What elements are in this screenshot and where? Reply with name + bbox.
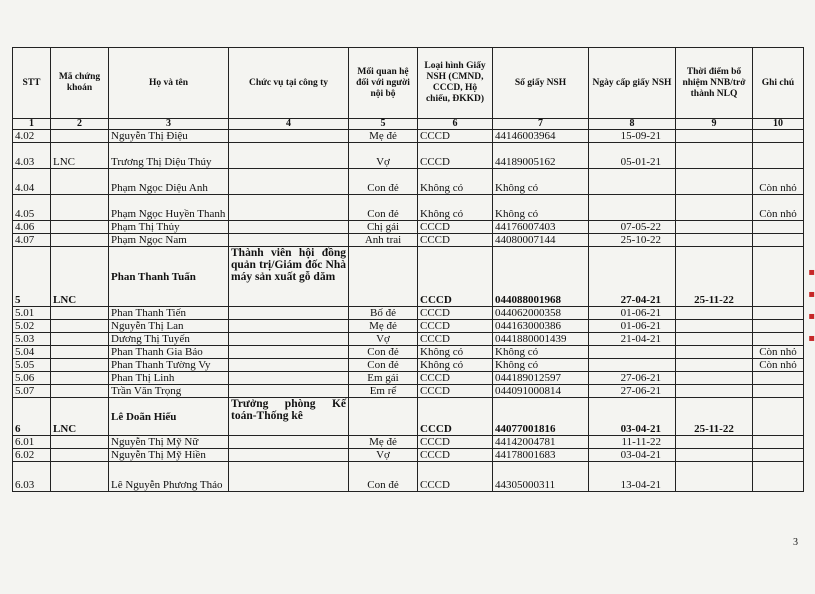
row-id-number: Không có [493,195,589,221]
header-id-type: Loại hình Giấy NSH (CMND, CCCD, Hộ chiếu, ĐKKD) [418,48,493,119]
row-relationship: Anh trai [349,234,418,247]
row-full-name: Phan Thanh Tường Vy [109,359,229,372]
table-row [13,462,804,492]
row-issue-date [589,359,676,372]
row-id-type: Không có [418,169,493,195]
table-row [13,333,804,346]
row-full-name: Phan Thanh Tiến [109,307,229,320]
table-row [13,436,804,449]
row-issue-date: 25-10-22 [589,234,676,247]
row-appointment-date [676,221,753,234]
table-row [13,320,804,333]
row-stt: 4.07 [13,234,51,247]
row-note: Còn nhỏ [753,346,804,359]
header-appointment-date: Thời điểm bổ nhiệm NNB/trở thành NLQ [676,48,753,119]
row-issue-date: 03-04-21 [589,398,676,436]
insider-table [12,47,804,492]
row-stt: 5.01 [13,307,51,320]
row-full-name: Phạm Ngọc Nam [109,234,229,247]
row-issue-date [589,169,676,195]
row-appointment-date [676,307,753,320]
header-row [13,48,804,119]
table-row [13,169,804,195]
row-stock-code: LNC [51,247,109,307]
row-stock-code [51,449,109,462]
row-note: Còn nhỏ [753,169,804,195]
row-full-name: Lê Nguyễn Phương Thảo [109,462,229,492]
row-issue-date: 27-06-21 [589,385,676,398]
row-relationship: Vợ [349,333,418,346]
row-position [229,462,349,492]
row-id-number: 44077001816 [493,398,589,436]
row-relationship: Con đẻ [349,462,418,492]
row-position [229,333,349,346]
row-relationship: Mẹ đẻ [349,130,418,143]
table-row [13,130,804,143]
row-id-number: 44189005162 [493,143,589,169]
row-note [753,385,804,398]
row-id-number: 44305000311 [493,462,589,492]
row-id-type: CCCD [418,320,493,333]
row-issue-date: 13-04-21 [589,462,676,492]
row-issue-date: 27-06-21 [589,372,676,385]
red-stamp-fragment: ▪ ▪ ▪ ▪ [808,267,815,344]
row-position [229,320,349,333]
row-note [753,143,804,169]
row-relationship: Con đẻ [349,346,418,359]
row-note [753,436,804,449]
row-position [229,449,349,462]
row-stock-code [51,333,109,346]
column-number: 3 [109,119,229,130]
row-issue-date: 11-11-22 [589,436,676,449]
row-note [753,449,804,462]
row-issue-date [589,346,676,359]
row-id-type: CCCD [418,247,493,307]
row-appointment-date [676,234,753,247]
row-position: Trưởng phòng Kế toán-Thống kê [229,398,349,436]
row-position [229,234,349,247]
row-id-type: CCCD [418,385,493,398]
row-stt: 5 [13,247,51,307]
row-full-name: Phạm Ngọc Diệu Anh [109,169,229,195]
row-relationship: Con đẻ [349,359,418,372]
row-issue-date: 03-04-21 [589,449,676,462]
column-number: 5 [349,119,418,130]
row-stock-code: LNC [51,398,109,436]
row-appointment-date [676,333,753,346]
row-stock-code [51,320,109,333]
row-note [753,307,804,320]
table-row [13,143,804,169]
row-relationship: Bố đẻ [349,307,418,320]
column-number: 6 [418,119,493,130]
row-stt: 6.03 [13,462,51,492]
row-stock-code [51,130,109,143]
header-issue-date: Ngày cấp giấy NSH [589,48,676,119]
row-relationship: Mẹ đẻ [349,436,418,449]
row-note [753,130,804,143]
row-id-number: Không có [493,169,589,195]
row-stt: 5.03 [13,333,51,346]
row-position [229,359,349,372]
row-position [229,130,349,143]
row-full-name: Phan Thị Linh [109,372,229,385]
row-appointment-date [676,462,753,492]
row-id-number: Không có [493,346,589,359]
row-id-number: 44080007144 [493,234,589,247]
row-note [753,320,804,333]
row-id-type: Không có [418,346,493,359]
table-row [13,359,804,372]
row-issue-date: 21-04-21 [589,333,676,346]
row-id-type: Không có [418,359,493,372]
table-row [13,234,804,247]
row-full-name: Nguyễn Thị Mỹ Nữ [109,436,229,449]
table-row [13,372,804,385]
row-stock-code [51,195,109,221]
row-full-name: Phạm Thị Thủy [109,221,229,234]
row-issue-date: 07-05-22 [589,221,676,234]
row-appointment-date [676,143,753,169]
row-stt: 5.05 [13,359,51,372]
row-stt: 6.02 [13,449,51,462]
row-appointment-date [676,449,753,462]
header-full-name: Họ và tên [109,48,229,119]
row-full-name: Phan Thanh Gia Bảo [109,346,229,359]
row-position [229,143,349,169]
row-relationship: Mẹ đẻ [349,320,418,333]
header-relationship: Mối quan hệ đối với người nội bộ [349,48,418,119]
header-stt: STT [13,48,51,119]
row-note [753,247,804,307]
row-id-type: CCCD [418,333,493,346]
column-number: 8 [589,119,676,130]
row-id-number: 044189012597 [493,372,589,385]
row-stt: 5.02 [13,320,51,333]
row-id-type: CCCD [418,221,493,234]
row-full-name: Phạm Ngọc Huyền Thanh [109,195,229,221]
row-id-number: 44176007403 [493,221,589,234]
header-notes: Ghi chú [753,48,804,119]
row-appointment-date [676,359,753,372]
row-full-name: Dương Thị Tuyến [109,333,229,346]
page-number: 3 [793,537,798,548]
row-full-name: Nguyễn Thị Mỹ Hiền [109,449,229,462]
row-appointment-date [676,346,753,359]
row-relationship: Vợ [349,143,418,169]
table-row [13,221,804,234]
row-appointment-date [676,130,753,143]
row-position [229,307,349,320]
row-id-number: 0441880001439 [493,333,589,346]
row-relationship: Con đẻ [349,195,418,221]
row-stt: 4.04 [13,169,51,195]
table-row [13,195,804,221]
row-appointment-date [676,385,753,398]
row-note [753,234,804,247]
row-appointment-date: 25-11-22 [676,398,753,436]
header-position: Chức vụ tại công ty [229,48,349,119]
table-row [13,346,804,359]
row-id-type: CCCD [418,143,493,169]
row-full-name: Trần Văn Trọng [109,385,229,398]
row-id-number: 44146003964 [493,130,589,143]
row-stock-code [51,346,109,359]
table-row [13,247,804,307]
row-relationship [349,398,418,436]
row-position [229,221,349,234]
row-position [229,346,349,359]
row-stock-code: LNC [51,143,109,169]
row-stt: 5.06 [13,372,51,385]
row-stt: 4.06 [13,221,51,234]
row-id-type: CCCD [418,307,493,320]
row-position [229,436,349,449]
row-stock-code [51,372,109,385]
row-stt: 6.01 [13,436,51,449]
row-id-number: 44142004781 [493,436,589,449]
header-id-number: Số giấy NSH [493,48,589,119]
row-stock-code [51,221,109,234]
row-appointment-date: 25-11-22 [676,247,753,307]
table-body [13,130,804,492]
row-issue-date: 01-06-21 [589,320,676,333]
row-issue-date: 15-09-21 [589,130,676,143]
row-note [753,333,804,346]
row-note [753,398,804,436]
row-issue-date [589,195,676,221]
row-stt: 4.03 [13,143,51,169]
row-id-number: 044091000814 [493,385,589,398]
row-stt: 6 [13,398,51,436]
row-id-number: 044088001968 [493,247,589,307]
column-number: 10 [753,119,804,130]
row-relationship: Em gái [349,372,418,385]
row-appointment-date [676,320,753,333]
row-id-type: CCCD [418,372,493,385]
row-stt: 4.05 [13,195,51,221]
row-position [229,372,349,385]
row-stt: 5.07 [13,385,51,398]
column-number: 2 [51,119,109,130]
row-stock-code [51,385,109,398]
column-number: 1 [13,119,51,130]
row-appointment-date [676,169,753,195]
column-number: 7 [493,119,589,130]
row-stock-code [51,359,109,372]
row-id-type: CCCD [418,462,493,492]
row-position [229,195,349,221]
row-note: Còn nhỏ [753,359,804,372]
row-relationship: Vợ [349,449,418,462]
row-id-type: CCCD [418,436,493,449]
row-id-number: Không có [493,359,589,372]
row-id-number: 044163000386 [493,320,589,333]
table-row [13,398,804,436]
column-number: 9 [676,119,753,130]
row-note [753,462,804,492]
row-stock-code [51,436,109,449]
row-stock-code [51,169,109,195]
table-row [13,449,804,462]
row-id-type: CCCD [418,449,493,462]
row-appointment-date [676,372,753,385]
row-position [229,169,349,195]
row-stock-code [51,462,109,492]
row-relationship: Con đẻ [349,169,418,195]
table-row [13,307,804,320]
column-number-row [13,119,804,130]
row-id-type: CCCD [418,234,493,247]
row-stt: 5.04 [13,346,51,359]
row-id-type: Không có [418,195,493,221]
row-full-name: Nguyễn Thị Điệu [109,130,229,143]
row-full-name: Trương Thị Diệu Thúy [109,143,229,169]
row-appointment-date [676,195,753,221]
row-id-number: 44178001683 [493,449,589,462]
row-stock-code [51,307,109,320]
row-position [229,385,349,398]
row-full-name: Phan Thanh Tuấn [109,247,229,307]
row-relationship: Chị gái [349,221,418,234]
row-relationship [349,247,418,307]
row-full-name: Nguyễn Thị Lan [109,320,229,333]
row-issue-date: 01-06-21 [589,307,676,320]
row-id-number: 044062000358 [493,307,589,320]
row-id-type: CCCD [418,398,493,436]
row-appointment-date [676,436,753,449]
row-relationship: Em rể [349,385,418,398]
row-stt: 4.02 [13,130,51,143]
row-issue-date: 05-01-21 [589,143,676,169]
header-stock-code: Mã chứng khoán [51,48,109,119]
row-position: Thành viên hội đồng quản trị/Giám đốc Nhà máy sản xuất gỗ dăm [229,247,349,307]
row-note [753,372,804,385]
row-full-name: Lê Doãn Hiếu [109,398,229,436]
row-stock-code [51,234,109,247]
row-note: Còn nhỏ [753,195,804,221]
column-number: 4 [229,119,349,130]
row-id-type: CCCD [418,130,493,143]
row-issue-date: 27-04-21 [589,247,676,307]
table-row [13,385,804,398]
row-note [753,221,804,234]
